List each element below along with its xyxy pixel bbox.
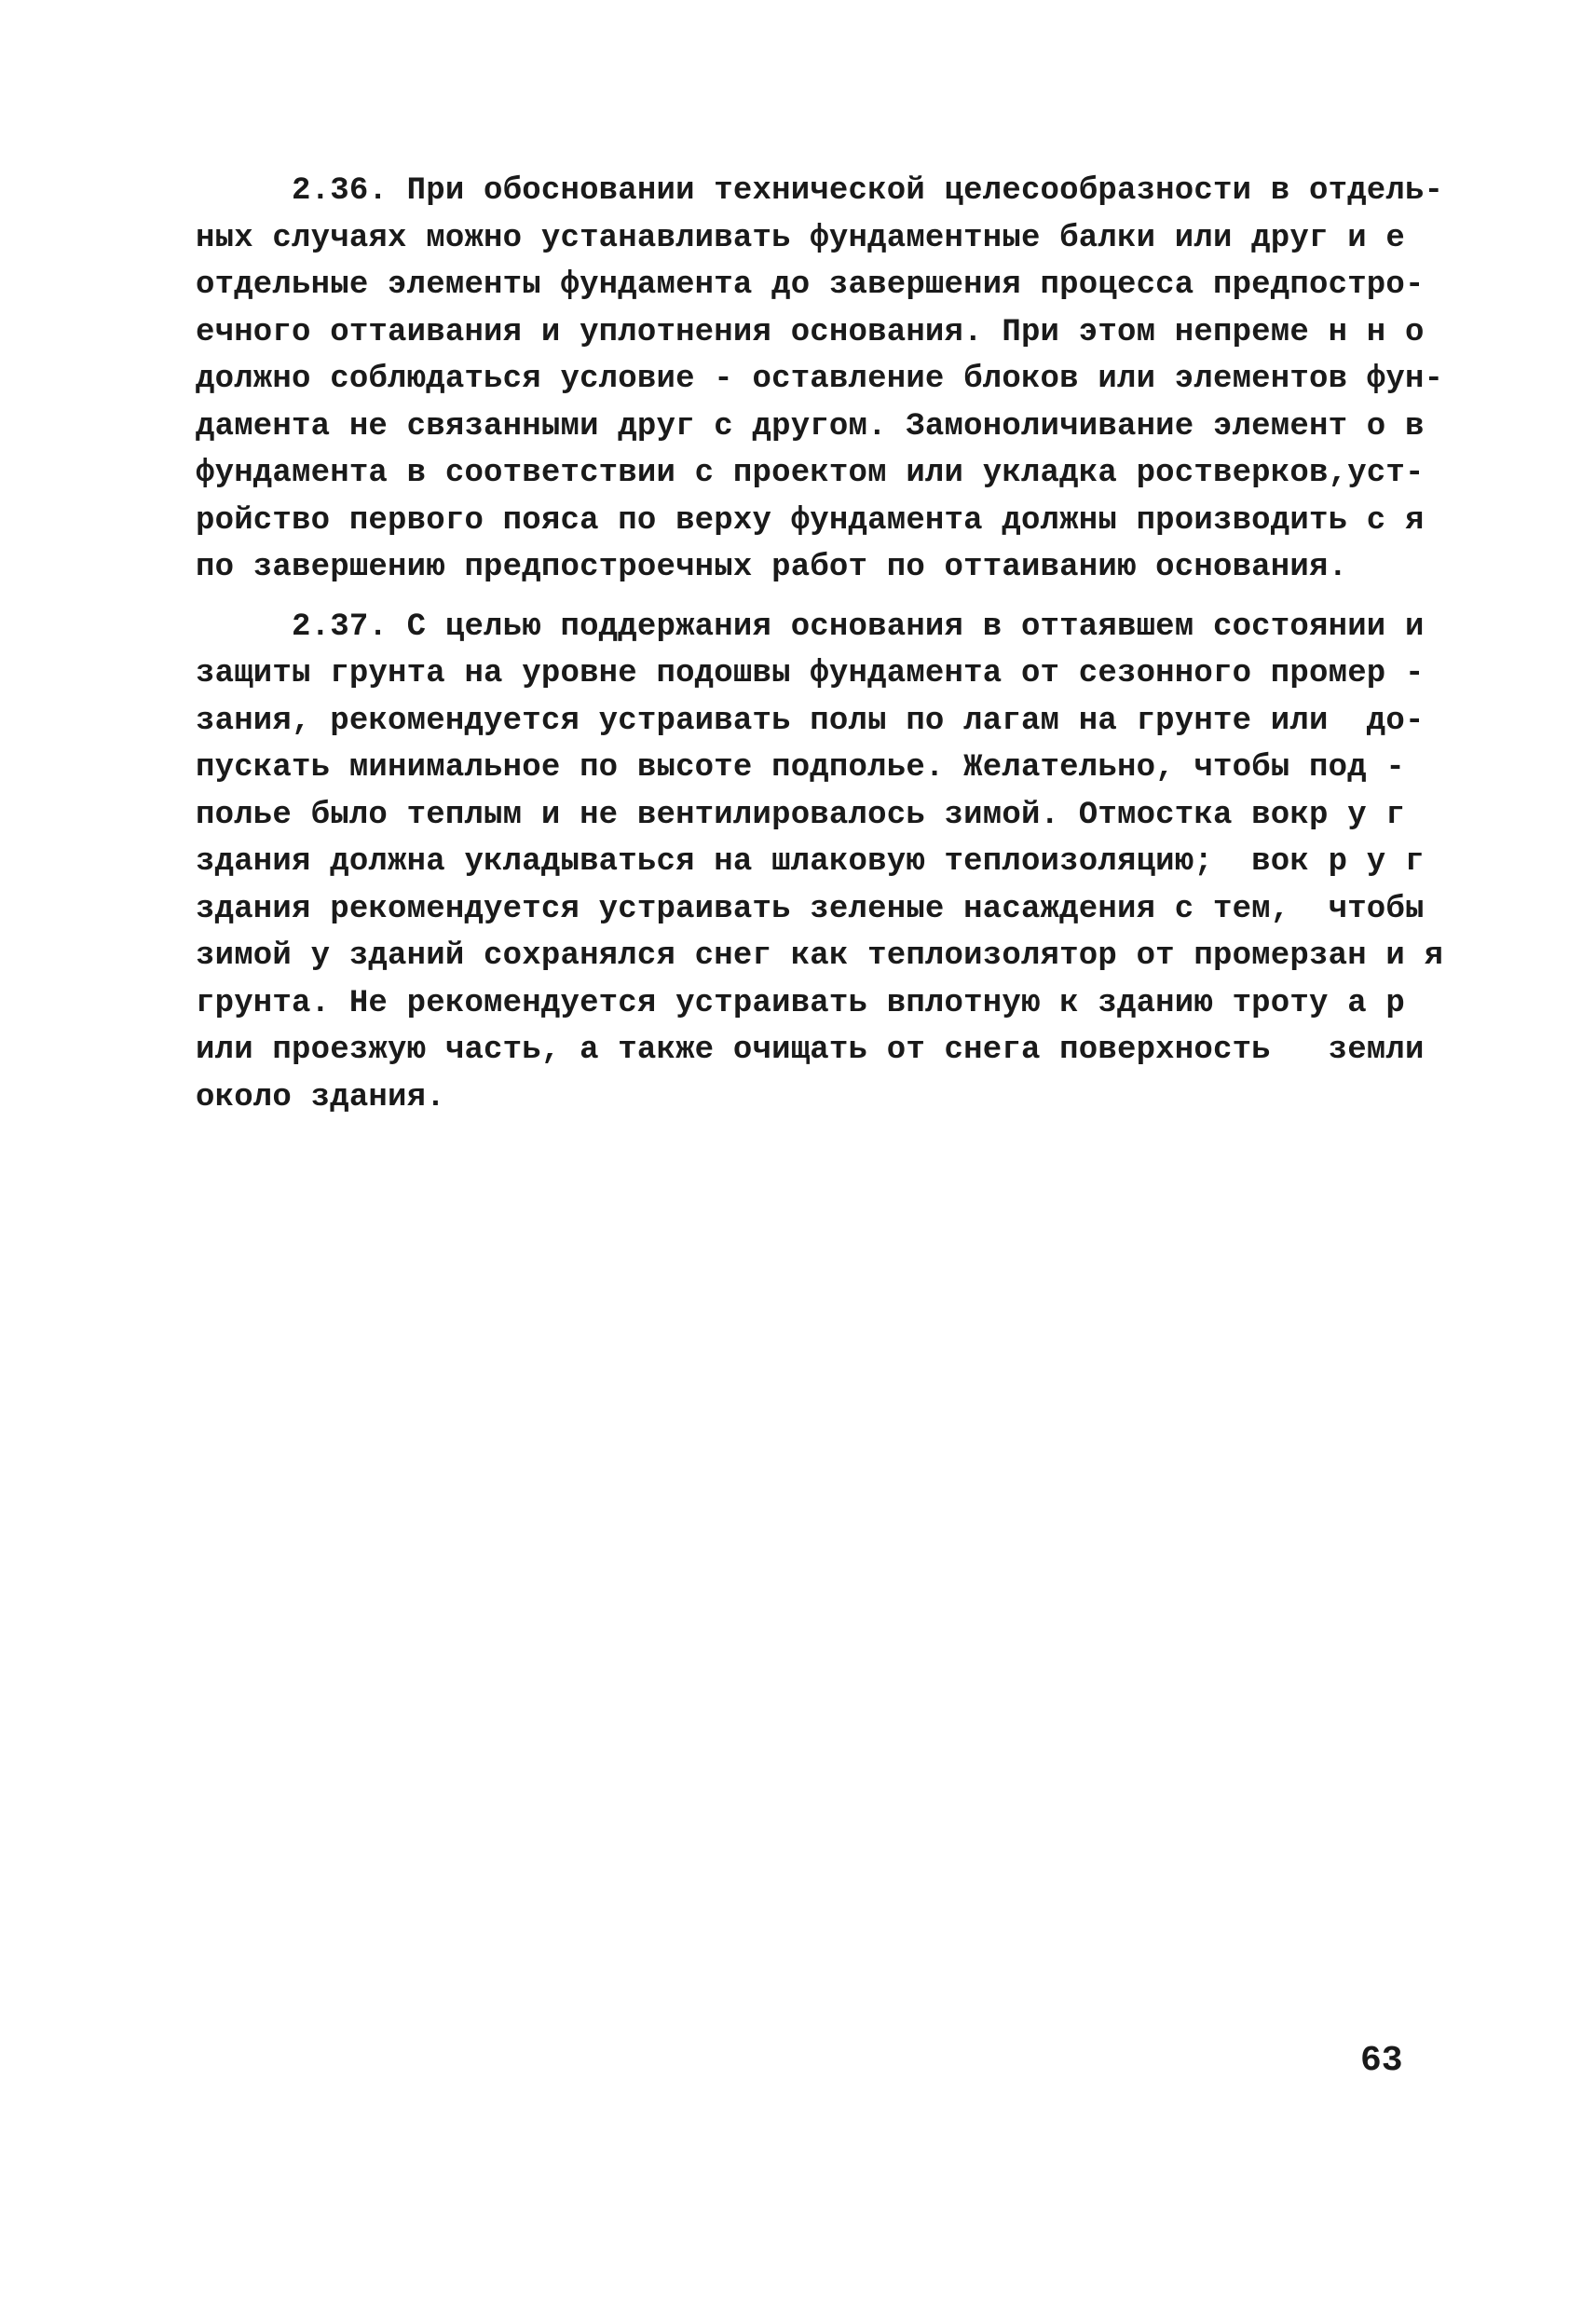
text-line: должно соблюдаться условие - оставление блоков или элементов фун- [196, 362, 1444, 397]
text-line: ройство первого пояса по верху фундамента должны производить с я [196, 502, 1425, 539]
page-number: 63 [1360, 2041, 1403, 2081]
paragraph-2-36 [196, 168, 1444, 592]
text-line: по завершению предпостроечных работ по оттаиванию основания. [196, 550, 1348, 585]
text-line: здания должна укладываться на шлаковую теплоизоляцию; вок р у г [196, 844, 1425, 880]
text-line: 2.37. С целью поддержания основания в оттаявшем состоянии и [196, 609, 1425, 645]
text-line: фундамента в соответствии с проектом или укладка ростверков,уст- [196, 456, 1425, 491]
text-line: зания, рекомендуется устраивать полы по лагам на грунте или до- [196, 703, 1425, 739]
text-line: пускать минимальное по высоте подполье. Желательно, чтобы под - [196, 750, 1406, 786]
text-line: около здания. [196, 1079, 445, 1115]
text-line: здания рекомендуется устраивать зеленые насаждения с тем, чтобы [196, 891, 1425, 927]
text-line: или проезжую часть, а также очищать от снега поверхность земли [196, 1033, 1425, 1068]
text-line: грунта. Не рекомендуется устраивать вплотную к зданию троту а р [196, 985, 1406, 1021]
body-text [196, 168, 1444, 1121]
text-line: защиты грунта на уровне подошвы фундамента от сезонного промер - [196, 656, 1425, 691]
paragraph-gap [196, 592, 1407, 604]
paragraph-2-37 [196, 604, 1444, 1122]
text-line: полье было теплым и не вентилировалось зимой. Отмостка вокр у г [196, 797, 1406, 833]
text-line: ечного оттаивания и уплотнения основания. При этом непреме н н о [196, 314, 1425, 350]
text-line: 2.36. При обосновании технической целесообразности в отдель- [196, 173, 1444, 209]
text-line: зимой у зданий сохранялся снег как теплоизолятор от промерзан и я [196, 938, 1444, 974]
text-line: отдельные элементы фундамента до завершения процесса предпостро- [196, 267, 1425, 303]
text-line: дамента не связанными друг с другом. Замоноличивание элемент о в [196, 408, 1425, 445]
text-line: ных случаях можно устанавливать фундаментные балки или друг и е [196, 220, 1406, 256]
